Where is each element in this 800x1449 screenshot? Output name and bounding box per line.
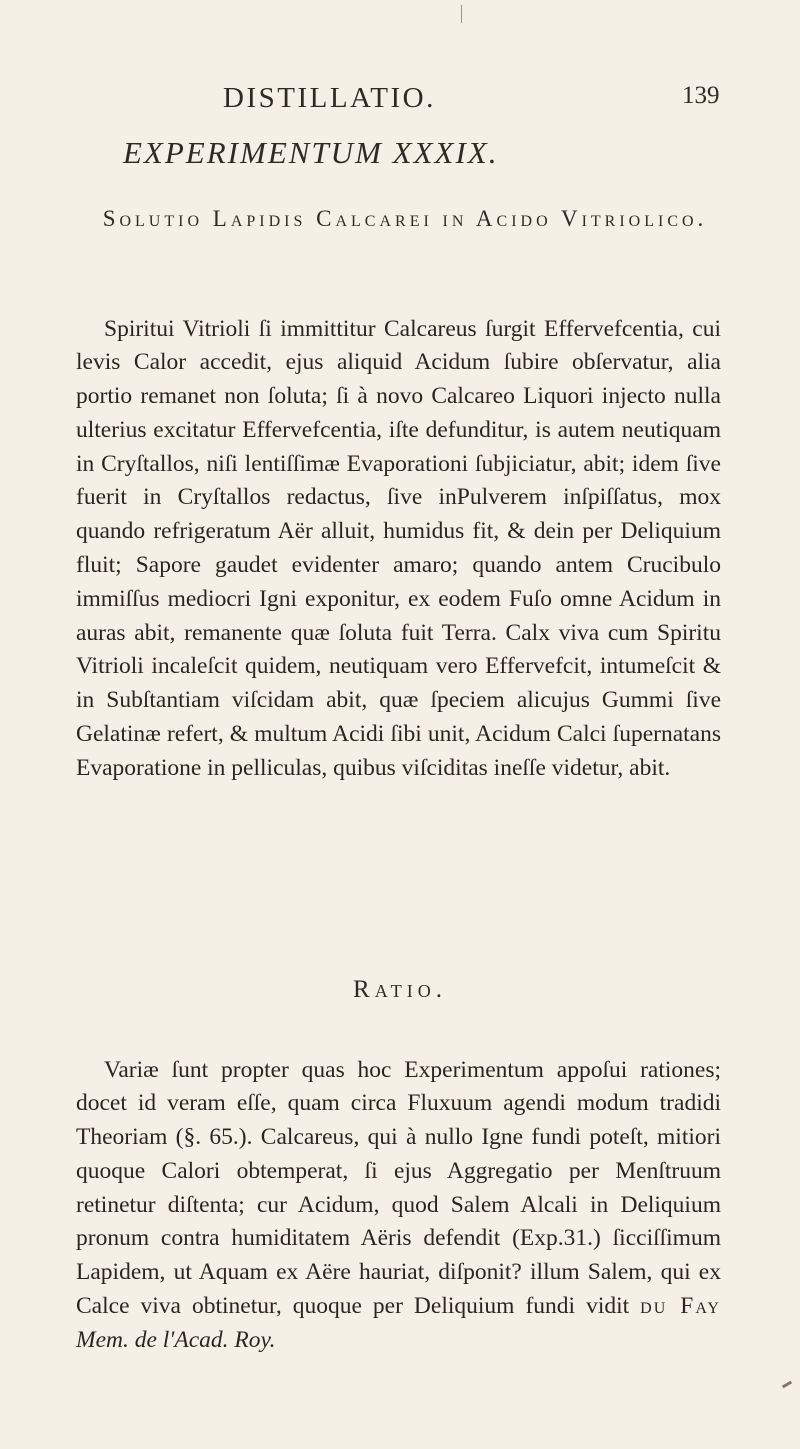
paragraph-ratio-text: Variæ ſunt propter quas hoc Experimentum appoſui rationes; docet id veram eſſe, quam circa Fluxuum agendi modum tradidi Theoriam (§. 65.). Calcareus, qui à nullo Igne fundi poteſt, mitiori quoque Calori obtemperat, ſi ejus Aggregatio per Menſtruum retinetur diſtenta; cur Acidum, quod Salem Alcali in Deliquium pronum contra humiditatem Aëris defendit (Exp.31.) ſicciſſimum Lapidem, ut Aquam ex Aëre hauriat, diſponit? illum Salem, qui ex Calce viva obtinetur, quoque per Deliquium fundi vidit xyxy=(76,1056,721,1320)
section-heading-ratio: Ratio. xyxy=(353,976,447,1003)
running-head: DISTILLATIO. xyxy=(223,82,436,114)
margin-mark xyxy=(461,5,462,23)
ink-speck xyxy=(782,1381,792,1389)
page-header xyxy=(0,82,800,122)
page-number: 139 xyxy=(682,82,720,109)
author-name: du Fay xyxy=(640,1293,721,1320)
experiment-subtitle: Solutio Lapidis Calcarei in Acido Vitriolico. xyxy=(102,206,708,231)
paragraph-experiment: Spiritui Vitrioli ſi immittitur Calcareus ſurgit Effervefcentia, cui levis Calor accedit, ejus aliquid Acidum ſubire obſervatur, alia portio remanet non ſoluta; ſi à novo Calcareo Liquori injecto nulla ulterius excitatur Effervefcentia, iſte defunditur, is autem neutiquam in Cryſtallos, niſi lentiſſimæ Evaporationi ſubjiciatur, abit; idem ſive fuerit in Cryſtallos redactus, ſive inPulverem inſpiſſatus, mox quando refrigeratum Aër alluit, humidus fit, & dein per Deliquium fluit; Sapore gaudet evidenter amaro; quando antem Crucibulo immiſſus mediocri Igni exponitur, ex eodem Fuſo omne Acidum in auras abit, remanente quæ ſoluta fuit Terra. Calx viva cum Spiritu Vitrioli incaleſcit quidem, neutiquam vero Effervefcit, intumeſcit & in Subſtantiam viſcidam abit, quæ ſpeciem alicujus Gummi ſive Gelatinæ refert, & multum Acidi ſibi unit, Acidum Calci ſupernatans Evaporatione in pelliculas, quibus viſciditas ineſſe videtur, abit. xyxy=(76,315,721,781)
citation: Mem. de l'Acad. Roy. xyxy=(76,1326,276,1353)
experiment-title: EXPERIMENTUM XXXIX. xyxy=(123,135,499,170)
paragraph-ratio xyxy=(76,1054,721,1358)
